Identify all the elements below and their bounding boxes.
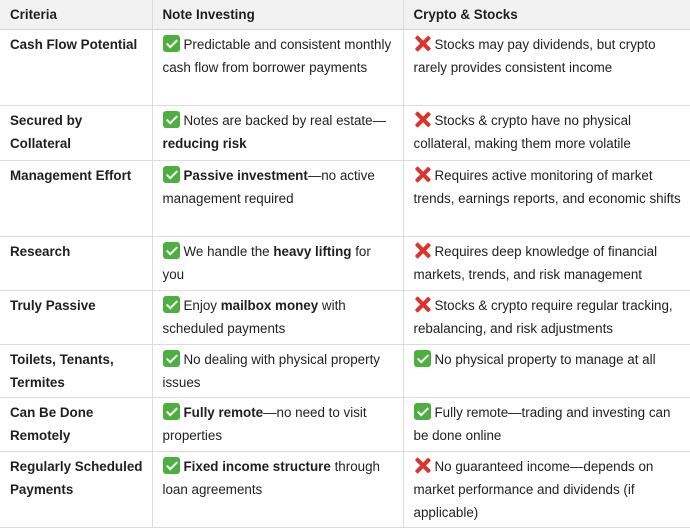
note-investing-cell [152, 452, 403, 528]
header-criteria: Criteria [0, 0, 152, 30]
criteria-cell: Can Be Done Remotely [0, 398, 152, 452]
header-crypto-stocks: Crypto & Stocks [403, 0, 690, 30]
cross-mark-icon [414, 111, 431, 128]
cell-text: through loan agreements [162, 459, 380, 497]
cell-text: Stocks & crypto have no physical collateral, making them more volatile [413, 113, 631, 151]
check-mark-icon [163, 350, 180, 367]
cell-text: —no active management required [162, 168, 375, 206]
note-investing-cell [152, 291, 403, 345]
cell-text: No physical property to manage at all [434, 352, 656, 367]
crypto-stocks-cell [403, 291, 690, 345]
check-mark-icon [163, 403, 180, 420]
cell-emphasis: Fully remote [183, 405, 264, 420]
criteria-cell: Toilets, Tenants, Termites [0, 345, 152, 398]
cell-emphasis: Passive investment [183, 168, 308, 183]
cell-emphasis: mailbox money [220, 298, 319, 313]
table-body [0, 30, 690, 528]
cell-text: for you [162, 244, 371, 282]
check-mark-icon [414, 403, 431, 420]
table-header [0, 0, 690, 30]
check-mark-icon [163, 166, 180, 183]
cell-text: Predictable and consistent monthly cash flow from borrower payments [162, 37, 392, 75]
cell-text: Requires active monitoring of market trends, earnings reports, and economic shifts [413, 168, 681, 206]
table-row [0, 398, 690, 452]
table-row [0, 161, 690, 237]
table-row [0, 30, 690, 106]
cross-mark-icon [414, 296, 431, 313]
note-investing-cell [152, 398, 403, 452]
table-row [0, 452, 690, 528]
cross-mark-icon [414, 166, 431, 183]
crypto-stocks-cell [403, 452, 690, 528]
cell-text: Enjoy [183, 298, 221, 313]
check-mark-icon [414, 350, 431, 367]
cell-emphasis: heavy lifting [273, 244, 352, 259]
crypto-stocks-cell [403, 345, 690, 398]
table-row [0, 237, 690, 291]
cell-text: No dealing with physical property issues [162, 352, 380, 390]
cell-emphasis: Fixed income structure [183, 459, 331, 474]
cell-emphasis: reducing risk [162, 136, 247, 151]
cross-mark-icon [414, 242, 431, 259]
cell-text: Stocks & crypto require regular tracking, rebalancing, and risk adjustments [413, 298, 673, 336]
criteria-cell: Secured by Collateral [0, 106, 152, 161]
crypto-stocks-cell [403, 161, 690, 237]
note-investing-cell [152, 345, 403, 398]
criteria-cell: Regularly Scheduled Payments [0, 452, 152, 528]
check-mark-icon [163, 457, 180, 474]
cell-text: —no need to visit properties [162, 405, 367, 443]
crypto-stocks-cell [403, 106, 690, 161]
note-investing-cell [152, 30, 403, 106]
header-note-investing: Note Investing [152, 0, 403, 30]
crypto-stocks-cell [403, 398, 690, 452]
crypto-stocks-cell [403, 30, 690, 106]
check-mark-icon [163, 242, 180, 259]
cell-text: with scheduled payments [162, 298, 346, 336]
cell-text: Notes are backed by real estate— [183, 113, 386, 128]
criteria-cell: Management Effort [0, 161, 152, 237]
check-mark-icon [163, 296, 180, 313]
header-row [0, 0, 690, 30]
table-row [0, 345, 690, 398]
cell-text: Fully remote—trading and investing can be done online [413, 405, 671, 443]
cell-text: Stocks may pay dividends, but crypto rarely provides consistent income [413, 37, 656, 75]
criteria-cell: Truly Passive [0, 291, 152, 345]
table-row [0, 106, 690, 161]
criteria-cell: Research [0, 237, 152, 291]
note-investing-cell [152, 237, 403, 291]
note-investing-cell [152, 161, 403, 237]
cross-mark-icon [414, 457, 431, 474]
cross-mark-icon [414, 35, 431, 52]
criteria-cell: Cash Flow Potential [0, 30, 152, 106]
cell-text: We handle the [183, 244, 274, 259]
cell-text: Requires deep knowledge of financial markets, trends, and risk management [413, 244, 658, 282]
note-investing-cell [152, 106, 403, 161]
check-mark-icon [163, 35, 180, 52]
check-mark-icon [163, 111, 180, 128]
cell-text: No guaranteed income—depends on market performance and dividends (if applicable) [413, 459, 654, 520]
table-row [0, 291, 690, 345]
crypto-stocks-cell [403, 237, 690, 291]
